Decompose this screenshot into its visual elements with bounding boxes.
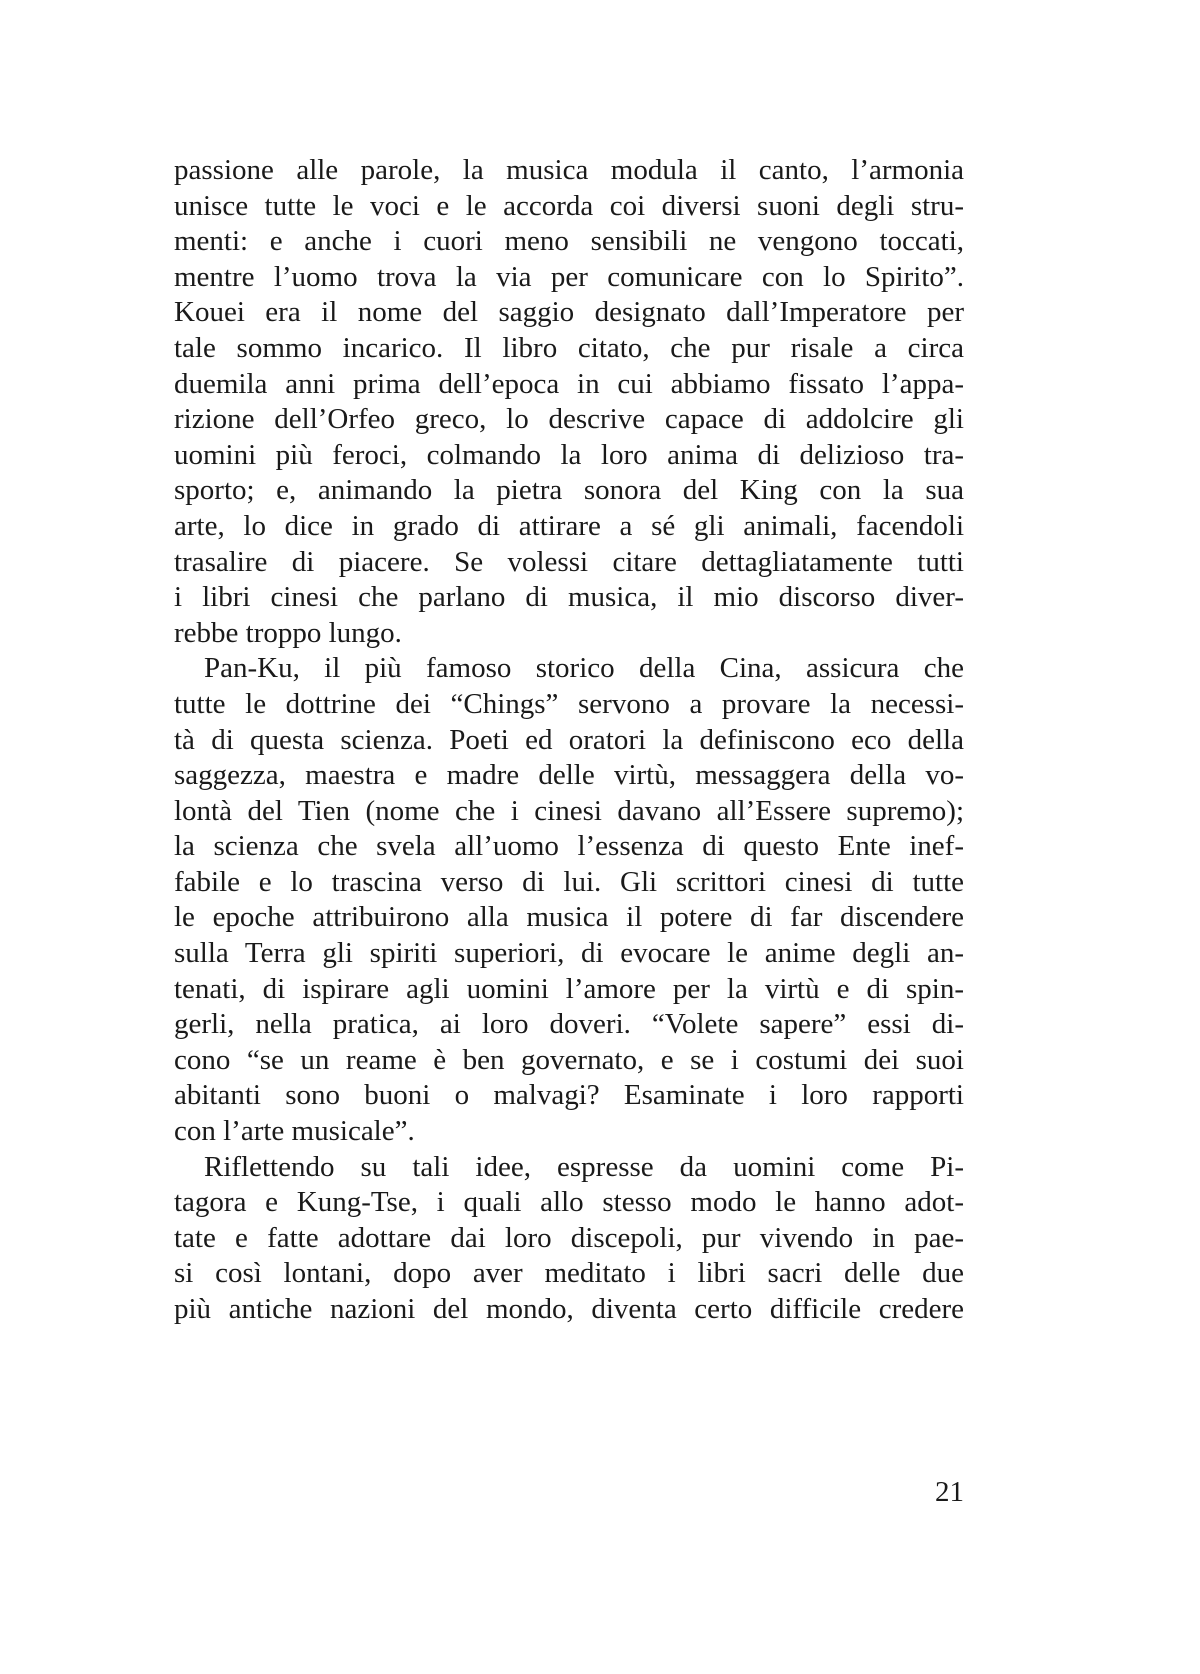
- text-line: tenati, di ispirare agli uomini l’amore per la virtù e di spin-: [174, 972, 964, 1005]
- text-line: la scienza che svela all’uomo l’essenza di questo Ente inef-: [174, 830, 964, 863]
- paragraph: [174, 153, 964, 651]
- text-line: i libri cinesi che parlano di musica, il mio discorso diver-: [174, 581, 964, 614]
- text-line: tagora e Kung-Tse, i quali allo stesso modo le hanno adot-: [174, 1186, 964, 1219]
- text-line: sporto; e, animando la pietra sonora del King con la sua: [174, 474, 964, 507]
- paragraph: [174, 1150, 964, 1328]
- text-line: Pan-Ku, il più famoso storico della Cina, assicura che: [204, 652, 964, 685]
- text-line: arte, lo dice in grado di attirare a sé gli animali, facendoli: [174, 509, 964, 542]
- text-line: sulla Terra gli spiriti superiori, di evocare le anime degli an-: [174, 937, 964, 970]
- text-line: tà di questa scienza. Poeti ed oratori la definiscono eco della: [174, 723, 964, 756]
- text-line: passione alle parole, la musica modula il canto, l’armonia: [174, 154, 964, 186]
- text-line: fabile e lo trascina verso di lui. Gli scrittori cinesi di tutte: [174, 865, 964, 898]
- text-line: saggezza, maestra e madre delle virtù, messaggera della vo-: [174, 759, 964, 792]
- text-line: unisce tutte le voci e le accorda coi diversi suoni degli stru-: [174, 189, 964, 222]
- paragraph: [174, 651, 964, 1149]
- page-number: 21: [935, 1476, 964, 1508]
- text-line: tale sommo incarico. Il libro citato, che pur risale a circa: [174, 331, 964, 364]
- text-line: cono “se un reame è ben governato, e se i costumi dei suoi: [174, 1043, 964, 1076]
- text-line: rizione dell’Orfeo greco, lo descrive capace di addolcire gli: [174, 403, 964, 436]
- text-line: tutte le dottrine dei “Chings” servono a provare la necessi-: [174, 687, 964, 720]
- text-line: gerli, nella pratica, ai loro doveri. “Volete sapere” essi di-: [174, 1008, 964, 1041]
- text-line: le epoche attribuirono alla musica il potere di far discendere: [174, 901, 964, 934]
- text-line: trasalire di piacere. Se volessi citare dettagliatamente tutti: [174, 545, 964, 578]
- text-line: Kouei era il nome del saggio designato dall’Imperatore per: [174, 296, 964, 329]
- text-line: con l’arte musicale”.: [174, 1115, 415, 1148]
- text-line: si così lontani, dopo aver meditato i libri sacri delle due: [174, 1257, 964, 1290]
- body-text: [174, 153, 964, 1328]
- text-line: mentre l’uomo trova la via per comunicare con lo Spirito”.: [174, 260, 964, 293]
- text-line: Riflettendo su tali idee, espresse da uomini come Pi-: [204, 1150, 964, 1183]
- text-line: rebbe troppo lungo.: [174, 616, 402, 649]
- text-line: lontà del Tien (nome che i cinesi davano all’Essere supremo);: [174, 794, 964, 827]
- text-line: duemila anni prima dell’epoca in cui abbiamo fissato l’appa-: [174, 367, 964, 400]
- text-line: tate e fatte adottare dai loro discepoli, pur vivendo in pae-: [174, 1221, 964, 1254]
- text-line: uomini più feroci, colmando la loro anima di delizioso tra-: [174, 438, 964, 471]
- text-line: abitanti sono buoni o malvagi? Esaminate i loro rapporti: [174, 1079, 964, 1112]
- text-line: più antiche nazioni del mondo, diventa certo difficile credere: [174, 1293, 964, 1325]
- text-line: menti: e anche i cuori meno sensibili ne vengono toccati,: [174, 225, 964, 258]
